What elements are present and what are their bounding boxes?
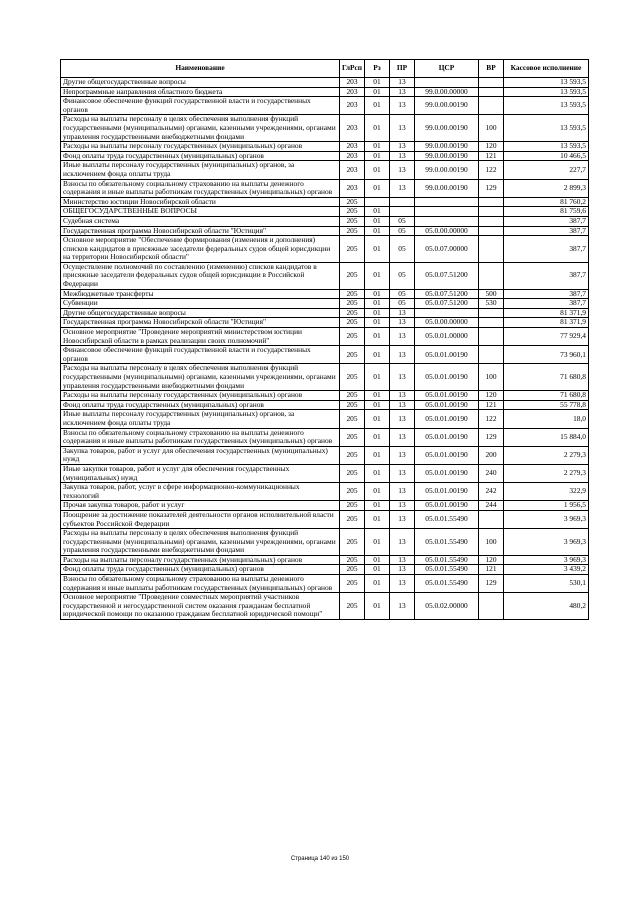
cell-grs: 205 xyxy=(340,565,365,575)
cell-vr xyxy=(479,197,504,207)
header-pr: ПР xyxy=(390,60,415,78)
table-row xyxy=(61,262,589,289)
table-row xyxy=(61,593,589,620)
cell-amount: 227,7 xyxy=(504,161,589,179)
cell-rz: 01 xyxy=(365,575,390,593)
cell-pr: 13 xyxy=(390,87,415,97)
cell-csr: 05.0.01.55490 xyxy=(415,555,479,565)
cell-name: Фонд оплаты труда государственных (муниципальных) органов xyxy=(61,151,340,161)
cell-vr xyxy=(479,207,504,217)
cell-grs: 205 xyxy=(340,555,365,565)
cell-name: Другие общегосударственные вопросы xyxy=(61,308,340,318)
cell-name: Фонд оплаты труда государственных (муниципальных) органов xyxy=(61,400,340,410)
cell-name: Финансовое обеспечение функций государственной власти и государственных органов xyxy=(61,346,340,364)
cell-pr: 13 xyxy=(390,364,415,391)
cell-grs: 205 xyxy=(340,593,365,620)
cell-grs: 205 xyxy=(340,400,365,410)
cell-pr: 05 xyxy=(390,216,415,226)
cell-grs: 205 xyxy=(340,464,365,482)
cell-rz: 01 xyxy=(365,216,390,226)
cell-pr: 13 xyxy=(390,308,415,318)
table-header-row xyxy=(61,60,589,78)
cell-rz: 01 xyxy=(365,464,390,482)
cell-csr xyxy=(415,216,479,226)
cell-csr: 05.0.07.00000 xyxy=(415,236,479,263)
cell-grs: 205 xyxy=(340,391,365,401)
cell-name: Субвенции xyxy=(61,299,340,309)
cell-rz: 01 xyxy=(365,97,390,115)
table-row xyxy=(61,179,589,197)
cell-pr: 13 xyxy=(390,151,415,161)
cell-pr: 13 xyxy=(390,529,415,556)
cell-csr: 05.0.01.55490 xyxy=(415,575,479,593)
cell-name: Основное мероприятие "Обеспечение формирования (изменения и дополнения) списков кандидатов в присяжные заседатели федеральных судов общей юрисдикции на территории Новосибирской области" xyxy=(61,236,340,263)
table-row xyxy=(61,364,589,391)
cell-vr: 100 xyxy=(479,529,504,556)
cell-grs: 203 xyxy=(340,151,365,161)
cell-vr: 121 xyxy=(479,151,504,161)
cell-name: Судебная система xyxy=(61,216,340,226)
cell-amount: 71 680,8 xyxy=(504,391,589,401)
cell-vr xyxy=(479,318,504,328)
cell-rz: 01 xyxy=(365,151,390,161)
cell-pr: 13 xyxy=(390,179,415,197)
cell-rz: 01 xyxy=(365,236,390,263)
cell-vr: 121 xyxy=(479,565,504,575)
cell-pr: 13 xyxy=(390,142,415,152)
cell-vr: 100 xyxy=(479,364,504,391)
cell-name: Осуществление полномочий по составлению (изменению) списков кандидатов в присяжные заседатели федеральных судов общей юрисдикции в Российской Федерации xyxy=(61,262,340,289)
cell-csr: 05.0.01.00190 xyxy=(415,464,479,482)
cell-grs: 205 xyxy=(340,318,365,328)
cell-rz: 01 xyxy=(365,78,390,88)
cell-amount: 73 960,1 xyxy=(504,346,589,364)
cell-amount: 387,7 xyxy=(504,289,589,299)
cell-vr: 120 xyxy=(479,555,504,565)
cell-pr: 05 xyxy=(390,262,415,289)
cell-rz: 01 xyxy=(365,179,390,197)
cell-grs: 205 xyxy=(340,308,365,318)
cell-pr: 13 xyxy=(390,483,415,501)
cell-vr xyxy=(479,78,504,88)
cell-vr xyxy=(479,262,504,289)
cell-name: Поощрение за достижение показателей деятельности органов исполнительной власти субъектов Российской Федерации xyxy=(61,510,340,528)
cell-rz: 01 xyxy=(365,593,390,620)
cell-vr xyxy=(479,216,504,226)
cell-pr: 13 xyxy=(390,428,415,446)
header-name: Наименование xyxy=(61,60,340,78)
cell-vr xyxy=(479,328,504,346)
cell-grs: 205 xyxy=(340,328,365,346)
cell-pr xyxy=(390,207,415,217)
table-row xyxy=(61,97,589,115)
table-row xyxy=(61,529,589,556)
cell-grs: 205 xyxy=(340,216,365,226)
cell-grs: 205 xyxy=(340,501,365,511)
cell-csr: 05.0.01.00190 xyxy=(415,364,479,391)
cell-csr: 05.0.01.00000 xyxy=(415,328,479,346)
cell-vr xyxy=(479,97,504,115)
cell-pr: 05 xyxy=(390,299,415,309)
cell-grs: 205 xyxy=(340,262,365,289)
cell-grs: 203 xyxy=(340,78,365,88)
cell-vr: 120 xyxy=(479,391,504,401)
table-row xyxy=(61,510,589,528)
cell-rz: 01 xyxy=(365,299,390,309)
cell-rz: 01 xyxy=(365,446,390,464)
cell-amount: 10 466,5 xyxy=(504,151,589,161)
cell-amount: 13 593,5 xyxy=(504,97,589,115)
cell-amount: 480,2 xyxy=(504,593,589,620)
cell-amount: 387,7 xyxy=(504,236,589,263)
cell-vr: 121 xyxy=(479,400,504,410)
table-row xyxy=(61,483,589,501)
cell-grs: 203 xyxy=(340,161,365,179)
cell-vr xyxy=(479,87,504,97)
cell-amount: 81 371,9 xyxy=(504,318,589,328)
cell-grs: 205 xyxy=(340,483,365,501)
cell-rz: 01 xyxy=(365,318,390,328)
cell-grs: 205 xyxy=(340,510,365,528)
cell-vr xyxy=(479,226,504,236)
cell-rz: 01 xyxy=(365,289,390,299)
table-row xyxy=(61,207,589,217)
cell-pr: 13 xyxy=(390,446,415,464)
table-row xyxy=(61,161,589,179)
cell-grs: 205 xyxy=(340,410,365,428)
cell-csr: 05.0.01.00190 xyxy=(415,391,479,401)
cell-rz: 01 xyxy=(365,410,390,428)
cell-rz: 01 xyxy=(365,400,390,410)
cell-vr xyxy=(479,346,504,364)
cell-grs: 205 xyxy=(340,346,365,364)
cell-amount: 322,9 xyxy=(504,483,589,501)
cell-rz: 01 xyxy=(365,510,390,528)
cell-pr: 13 xyxy=(390,318,415,328)
cell-amount: 13 593,5 xyxy=(504,142,589,152)
cell-amount: 530,1 xyxy=(504,575,589,593)
table-row xyxy=(61,216,589,226)
cell-name: Расходы на выплаты персоналу в целях обеспечения выполнения функций государственными (муниципальными) органами, казенными учреждениями, органами управления государственными внебюджетными фондами xyxy=(61,364,340,391)
cell-amount: 3 439,2 xyxy=(504,565,589,575)
cell-name: Межбюджетные трансферты xyxy=(61,289,340,299)
cell-vr: 200 xyxy=(479,446,504,464)
cell-name: Основное мероприятие "Проведение мероприятий министерством юстиции Новосибирской области в рамках реализации своих полномочий" xyxy=(61,328,340,346)
cell-vr: 122 xyxy=(479,410,504,428)
cell-csr: 05.0.07.51200 xyxy=(415,289,479,299)
cell-pr: 13 xyxy=(390,78,415,88)
cell-name: Непрограммные направления областного бюджета xyxy=(61,87,340,97)
cell-vr: 240 xyxy=(479,464,504,482)
cell-grs: 203 xyxy=(340,179,365,197)
cell-amount: 3 969,3 xyxy=(504,510,589,528)
cell-pr: 13 xyxy=(390,346,415,364)
cell-csr: 05.0.02.00000 xyxy=(415,593,479,620)
cell-pr: 05 xyxy=(390,289,415,299)
table-row xyxy=(61,464,589,482)
cell-name: Финансовое обеспечение функций государственной власти и государственных органов xyxy=(61,97,340,115)
table-row xyxy=(61,299,589,309)
cell-amount: 3 969,3 xyxy=(504,555,589,565)
cell-rz: 01 xyxy=(365,161,390,179)
cell-csr: 05.0.07.51200 xyxy=(415,262,479,289)
cell-csr: 05.0.01.00190 xyxy=(415,446,479,464)
cell-name: Министерство юстиции Новосибирской области xyxy=(61,197,340,207)
cell-name: Закупка товаров, работ, услуг в сфере информационно-коммуникационных технологий xyxy=(61,483,340,501)
cell-vr xyxy=(479,308,504,318)
cell-vr: 122 xyxy=(479,161,504,179)
cell-grs: 205 xyxy=(340,364,365,391)
cell-rz: 01 xyxy=(365,115,390,142)
table-row xyxy=(61,575,589,593)
budget-table xyxy=(60,59,589,620)
cell-name: Фонд оплаты труда государственных (муниципальных) органов xyxy=(61,565,340,575)
cell-pr: 13 xyxy=(390,593,415,620)
cell-name: Расходы на выплаты персоналу в целях обеспечения выполнения функций государственными (муниципальными) органами, казенными учреждениями, органами управления государственными внебюджетными фондами xyxy=(61,115,340,142)
cell-vr: 120 xyxy=(479,142,504,152)
cell-grs: 203 xyxy=(340,87,365,97)
header-vr: ВР xyxy=(479,60,504,78)
cell-grs: 205 xyxy=(340,289,365,299)
cell-pr: 13 xyxy=(390,555,415,565)
cell-csr: 05.0.01.55490 xyxy=(415,529,479,556)
cell-grs: 205 xyxy=(340,446,365,464)
cell-vr: 129 xyxy=(479,575,504,593)
cell-amount: 18,0 xyxy=(504,410,589,428)
table-row xyxy=(61,328,589,346)
cell-csr xyxy=(415,207,479,217)
cell-name: Взносы по обязательному социальному страхованию на выплаты денежного содержания и иные выплаты работникам государственных (муниципальных) органов xyxy=(61,428,340,446)
cell-grs: 205 xyxy=(340,529,365,556)
cell-name: Расходы на выплаты персоналу в целях обеспечения выполнения функций государственными (муниципальными) органами, казенными учреждениями, органами управления государственными внебюджетными фондами xyxy=(61,529,340,556)
table-body xyxy=(61,78,589,620)
cell-amount: 77 929,4 xyxy=(504,328,589,346)
cell-rz: 01 xyxy=(365,428,390,446)
cell-csr: 99.0.00.00190 xyxy=(415,115,479,142)
cell-rz: 01 xyxy=(365,391,390,401)
cell-csr xyxy=(415,197,479,207)
table-row xyxy=(61,428,589,446)
table-row xyxy=(61,289,589,299)
cell-name: Государственная программа Новосибирской области "Юстиция" xyxy=(61,318,340,328)
cell-pr: 13 xyxy=(390,501,415,511)
cell-grs: 203 xyxy=(340,115,365,142)
cell-pr: 13 xyxy=(390,400,415,410)
cell-csr: 05.0.01.00190 xyxy=(415,483,479,501)
cell-name: Прочая закупка товаров, работ и услуг xyxy=(61,501,340,511)
cell-amount: 2 279,3 xyxy=(504,464,589,482)
cell-grs: 205 xyxy=(340,207,365,217)
cell-csr: 99.0.00.00190 xyxy=(415,179,479,197)
budget-sheet xyxy=(60,59,588,620)
cell-name: Расходы на выплаты персоналу государственных (муниципальных) органов xyxy=(61,555,340,565)
cell-vr: 530 xyxy=(479,299,504,309)
table-row xyxy=(61,115,589,142)
cell-rz: 01 xyxy=(365,555,390,565)
cell-name: Расходы на выплаты персоналу государственных (муниципальных) органов xyxy=(61,391,340,401)
cell-rz: 01 xyxy=(365,565,390,575)
cell-csr: 99.0.00.00190 xyxy=(415,151,479,161)
cell-name: Расходы на выплаты персоналу государственных (муниципальных) органов xyxy=(61,142,340,152)
cell-csr: 05.0.01.00190 xyxy=(415,501,479,511)
cell-pr xyxy=(390,197,415,207)
cell-amount: 387,7 xyxy=(504,226,589,236)
header-grs: ГлРсп xyxy=(340,60,365,78)
cell-amount: 71 680,8 xyxy=(504,364,589,391)
cell-vr: 100 xyxy=(479,115,504,142)
cell-amount: 13 593,5 xyxy=(504,115,589,142)
cell-rz: 01 xyxy=(365,207,390,217)
table-row xyxy=(61,410,589,428)
header-rz: Рз xyxy=(365,60,390,78)
cell-amount: 1 956,5 xyxy=(504,501,589,511)
cell-pr: 13 xyxy=(390,410,415,428)
cell-csr: 05.0.01.00190 xyxy=(415,428,479,446)
cell-csr: 99.0.00.00190 xyxy=(415,97,479,115)
cell-rz: 01 xyxy=(365,483,390,501)
cell-name: Иные закупки товаров, работ и услуг для обеспечения государственных (муниципальных) нужд xyxy=(61,464,340,482)
cell-name: Закупка товаров, работ и услуг для обеспечения государственных (муниципальных) нужд xyxy=(61,446,340,464)
cell-amount: 15 884,0 xyxy=(504,428,589,446)
cell-amount: 81 759,6 xyxy=(504,207,589,217)
table-row xyxy=(61,236,589,263)
cell-vr: 129 xyxy=(479,428,504,446)
cell-name: Взносы по обязательному социальному страхованию на выплаты денежного содержания и иные выплаты работникам государственных (муниципальных) органов xyxy=(61,575,340,593)
cell-pr: 13 xyxy=(390,97,415,115)
cell-name: Другие общегосударственные вопросы xyxy=(61,78,340,88)
cell-name: ОБЩЕГОСУДАРСТВЕННЫЕ ВОПРОСЫ xyxy=(61,207,340,217)
cell-amount: 387,7 xyxy=(504,299,589,309)
cell-rz: 01 xyxy=(365,364,390,391)
cell-rz: 01 xyxy=(365,142,390,152)
cell-csr xyxy=(415,78,479,88)
cell-grs: 205 xyxy=(340,575,365,593)
cell-pr: 13 xyxy=(390,510,415,528)
page-footer: Страница 140 из 150 xyxy=(290,856,350,862)
cell-pr: 13 xyxy=(390,575,415,593)
cell-rz: 01 xyxy=(365,308,390,318)
cell-csr: 05.0.00.00000 xyxy=(415,318,479,328)
cell-csr: 99.0.00.00000 xyxy=(415,87,479,97)
cell-rz: 01 xyxy=(365,87,390,97)
cell-rz: 01 xyxy=(365,262,390,289)
cell-rz: 01 xyxy=(365,501,390,511)
table-row xyxy=(61,142,589,152)
cell-csr: 05.0.01.55490 xyxy=(415,510,479,528)
cell-rz: 01 xyxy=(365,226,390,236)
cell-csr: 05.0.01.00190 xyxy=(415,400,479,410)
cell-rz: 01 xyxy=(365,529,390,556)
cell-grs: 205 xyxy=(340,428,365,446)
header-amount: Кассовое исполнение xyxy=(504,60,589,78)
cell-vr xyxy=(479,510,504,528)
cell-csr: 99.0.00.00190 xyxy=(415,161,479,179)
cell-grs: 203 xyxy=(340,142,365,152)
cell-pr: 13 xyxy=(390,328,415,346)
cell-amount: 2 279,3 xyxy=(504,446,589,464)
cell-amount: 81 371,9 xyxy=(504,308,589,318)
table-row xyxy=(61,391,589,401)
cell-grs: 205 xyxy=(340,197,365,207)
cell-name: Взносы по обязательному социальному страхованию на выплаты денежного содержания и иные выплаты работникам государственных (муниципальных) органов xyxy=(61,179,340,197)
cell-rz: 01 xyxy=(365,346,390,364)
cell-csr: 05.0.01.00190 xyxy=(415,346,479,364)
cell-amount: 13 593,5 xyxy=(504,87,589,97)
cell-pr: 13 xyxy=(390,565,415,575)
cell-amount: 81 760,2 xyxy=(504,197,589,207)
cell-name: Иные выплаты персоналу государственных (муниципальных) органов, за исключением фонда оплаты труда xyxy=(61,410,340,428)
cell-pr: 13 xyxy=(390,464,415,482)
cell-grs: 205 xyxy=(340,299,365,309)
cell-grs: 205 xyxy=(340,226,365,236)
table-row xyxy=(61,446,589,464)
cell-csr: 99.0.00.00190 xyxy=(415,142,479,152)
cell-name: Государственная программа Новосибирской области "Юстиция" xyxy=(61,226,340,236)
cell-csr: 05.0.00.00000 xyxy=(415,226,479,236)
table-row xyxy=(61,501,589,511)
cell-rz: 01 xyxy=(365,328,390,346)
cell-csr: 05.0.01.00190 xyxy=(415,410,479,428)
cell-vr: 129 xyxy=(479,179,504,197)
cell-pr: 13 xyxy=(390,115,415,142)
cell-grs: 203 xyxy=(340,97,365,115)
cell-vr xyxy=(479,236,504,263)
cell-name: Иные выплаты персоналу государственных (муниципальных) органов, за исключением фонда оплаты труда xyxy=(61,161,340,179)
cell-amount: 387,7 xyxy=(504,262,589,289)
cell-pr: 05 xyxy=(390,236,415,263)
cell-vr: 500 xyxy=(479,289,504,299)
cell-csr: 05.0.07.51200 xyxy=(415,299,479,309)
cell-amount: 2 899,3 xyxy=(504,179,589,197)
cell-amount: 387,7 xyxy=(504,216,589,226)
table-row xyxy=(61,78,589,88)
cell-vr: 242 xyxy=(479,483,504,501)
cell-pr: 13 xyxy=(390,391,415,401)
cell-csr: 05.0.01.55490 xyxy=(415,565,479,575)
cell-amount: 3 969,3 xyxy=(504,529,589,556)
cell-pr: 05 xyxy=(390,226,415,236)
cell-name: Основное мероприятие "Проведение совместных мероприятий участников государственной и негосударственной систем оказания гражданам бесплатной юридической помощи по оказанию гражданам бесплатной юридической помощи" xyxy=(61,593,340,620)
cell-vr xyxy=(479,593,504,620)
cell-amount: 13 593,5 xyxy=(504,78,589,88)
cell-pr: 13 xyxy=(390,161,415,179)
cell-grs: 205 xyxy=(340,236,365,263)
cell-amount: 55 778,8 xyxy=(504,400,589,410)
cell-vr: 244 xyxy=(479,501,504,511)
table-row xyxy=(61,346,589,364)
header-csr: ЦСР xyxy=(415,60,479,78)
